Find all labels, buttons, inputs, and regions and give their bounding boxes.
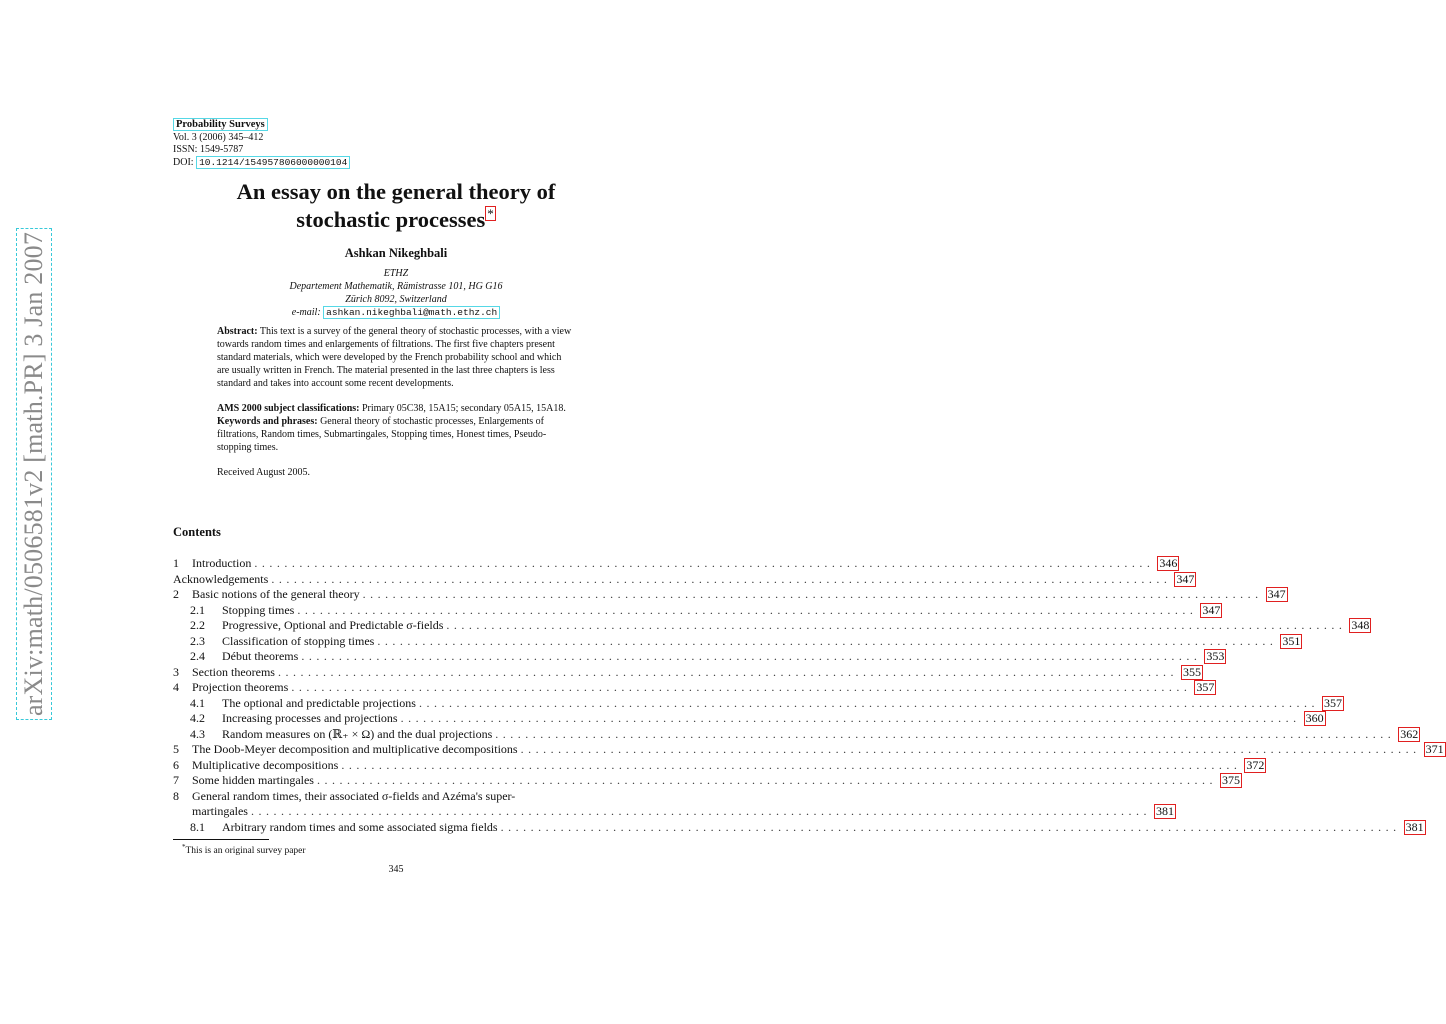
toc-entry-title: Acknowledgements xyxy=(173,571,269,586)
toc-leader-dots: ........................................................................................................................ xyxy=(418,695,1319,710)
toc-page-link[interactable]: 357 xyxy=(1196,680,1215,694)
keywords-label: Keywords and phrases: xyxy=(217,416,318,427)
toc-entry-title: Increasing processes and projections xyxy=(222,711,398,725)
toc-leader-dots: ........................................................................................................................ xyxy=(277,664,1178,679)
journal-name-link[interactable]: Probability Surveys xyxy=(173,118,268,131)
toc-entry[interactable] xyxy=(173,587,1286,603)
toc-leader-dots: ........................................................................................................................ xyxy=(377,633,1278,648)
toc-entry-number: 1 xyxy=(173,556,179,570)
toc-page-link[interactable]: 372 xyxy=(1246,757,1265,772)
toc-leader-dots: ........................................................................................................................ xyxy=(301,649,1202,663)
toc-entry-number: 2.4 xyxy=(190,649,205,663)
doi-link[interactable]: 10.1214/154957806000000104 xyxy=(196,156,350,169)
toc-entry-title: Multiplicative decompositions xyxy=(192,757,339,772)
toc-leader-dots: ........................................................................................................................ xyxy=(254,556,1155,570)
contents-heading: Contents xyxy=(173,525,221,539)
abstract-text: This text is a survey of the general theory of stochastic processes, with a view towards random times and enlargements of filtrations. The first five chapters present standard materials, which were developed by the French probability school and which are usually written in French. The material presented in the last three chapters is less standard and takes into account some recent developments. xyxy=(217,326,572,389)
journal-issn: ISSN: 1549-5787 xyxy=(173,144,244,155)
ams-label: AMS 2000 subject classifications: xyxy=(217,403,360,414)
toc-leader-dots: ........................................................................................................................ xyxy=(500,819,1401,834)
toc-entry[interactable] xyxy=(173,695,1342,712)
toc-entry-title: Some hidden martingales xyxy=(192,773,314,787)
toc-entry-number: 2 xyxy=(173,587,179,601)
toc-entry[interactable] xyxy=(173,680,1215,696)
paper-title xyxy=(173,178,619,234)
author-affiliation xyxy=(173,267,619,319)
toc-entry[interactable] xyxy=(173,757,1265,774)
toc-entry-number: 4.2 xyxy=(190,711,205,725)
ams-text: Primary 05C38, 15A15; secondary 05A15, 15A18. xyxy=(362,403,566,414)
toc-entry[interactable] xyxy=(173,664,1201,681)
toc-leader-dots: ........................................................................................................................ xyxy=(400,711,1301,725)
toc-entry-number: 2.3 xyxy=(190,633,205,648)
toc-entry-number: 4.1 xyxy=(190,695,205,710)
title-line-2: stochastic processes xyxy=(296,207,486,232)
doi-label: DOI: xyxy=(173,156,194,168)
toc-page-link[interactable]: 351 xyxy=(1282,633,1301,648)
toc-entry[interactable] xyxy=(173,618,1370,634)
toc-page-link[interactable]: 381 xyxy=(1155,804,1174,818)
toc-leader-dots: ........................................................................................................................ xyxy=(271,571,1172,586)
footnote-rule xyxy=(173,839,269,840)
toc-entry-title: Basic notions of the general theory xyxy=(192,587,360,601)
table-of-contents xyxy=(173,556,1444,835)
journal-volume: Vol. 3 (2006) 345–412 xyxy=(173,131,264,143)
toc-entry[interactable] xyxy=(173,819,1424,836)
toc-entry-title: martingales xyxy=(192,804,248,818)
keywords-text: General theory of stochastic processes, Enlargements of filtrations, Random times, Submartingales, Stopping times, Honest times, Pseudo-stopping times. xyxy=(217,416,547,453)
toc-entry-title: Introduction xyxy=(192,556,252,570)
toc-entry-number: 3 xyxy=(173,664,179,679)
abstract-block xyxy=(217,325,575,479)
toc-leader-dots: ........................................................................................................................ xyxy=(297,602,1198,617)
abstract-paragraph xyxy=(217,325,575,390)
toc-page-link[interactable]: 381 xyxy=(1405,819,1424,834)
toc-page-link[interactable]: 371 xyxy=(1425,742,1444,756)
ams-classification xyxy=(217,402,575,415)
toc-entry-number: 2.1 xyxy=(190,602,205,617)
toc-leader-dots: ........................................................................................................................ xyxy=(341,757,1242,772)
toc-entry-title: Arbitrary random times and some associated sigma fields xyxy=(222,819,498,834)
toc-entry-number: 4.3 xyxy=(190,726,205,741)
toc-page-link[interactable]: 347 xyxy=(1267,587,1286,601)
email-link[interactable]: ashkan.nikeghbali@math.ethz.ch xyxy=(323,306,500,319)
toc-entry-number: 2.2 xyxy=(190,618,205,632)
toc-entry[interactable] xyxy=(173,711,1324,727)
toc-page-link[interactable]: 353 xyxy=(1206,649,1225,663)
toc-entry-number: 8.1 xyxy=(190,819,205,834)
affiliation-address: Departement Mathematik, Rämistrasse 101, HG G16 xyxy=(289,281,503,292)
toc-entry-number: 8 xyxy=(173,788,179,803)
toc-entry-title: Progressive, Optional and Predictable σ-fields xyxy=(222,618,444,632)
keywords xyxy=(217,415,575,454)
toc-entry[interactable] xyxy=(173,804,1174,820)
toc-entry[interactable] xyxy=(173,726,1419,743)
toc-entry-number: 5 xyxy=(173,742,179,756)
toc-leader-dots: ........................................................................................................................ xyxy=(291,680,1192,694)
toc-entry-title: Début theorems xyxy=(222,649,299,663)
toc-page-link[interactable]: 357 xyxy=(1323,695,1342,710)
toc-entry[interactable] xyxy=(173,556,1178,572)
toc-page-link[interactable]: 375 xyxy=(1221,773,1240,787)
affiliation-city: Zürich 8092, Switzerland xyxy=(345,294,447,305)
arxiv-identifier-text: arXiv:math/0506581v2 [math.PR] 3 Jan 2007 xyxy=(19,231,49,717)
toc-leader-dots: ........................................................................................................................ xyxy=(316,773,1217,787)
toc-leader-dots: ........................................................................................................................ xyxy=(446,618,1347,632)
toc-leader-dots: ........................................................................................................................ xyxy=(495,726,1396,741)
toc-entry-number: 7 xyxy=(173,773,179,787)
toc-entry[interactable] xyxy=(173,571,1195,588)
toc-entry[interactable] xyxy=(173,773,1240,789)
footnote-mark: * xyxy=(182,843,186,851)
toc-entry-title: Classification of stopping times xyxy=(222,633,375,648)
toc-entry[interactable] xyxy=(173,633,1301,650)
footnote-text: This is an original survey paper xyxy=(185,846,306,857)
toc-entry-title: The Doob-Meyer decomposition and multiplicative decompositions xyxy=(192,742,518,756)
affiliation-institution: ETHZ xyxy=(383,268,409,279)
toc-page-link[interactable]: 347 xyxy=(1176,571,1195,586)
toc-entry[interactable] xyxy=(173,742,1444,758)
title-footnote-link[interactable]: * xyxy=(487,206,494,221)
toc-entry-title: Section theorems xyxy=(192,664,275,679)
page-number: 345 xyxy=(388,864,404,875)
toc-leader-dots: ........................................................................................................................ xyxy=(362,587,1263,601)
toc-entry[interactable] xyxy=(173,649,1225,665)
toc-entry-number: 4 xyxy=(173,680,179,694)
toc-entry-number: 6 xyxy=(173,757,179,772)
arxiv-identifier[interactable] xyxy=(16,228,52,720)
toc-page-link[interactable]: 347 xyxy=(1202,602,1221,617)
toc-leader-dots: ........................................................................................................................ xyxy=(520,742,1421,756)
email-label: e-mail: xyxy=(291,307,321,318)
toc-page-link[interactable]: 355 xyxy=(1182,664,1201,679)
title-line-1: An essay on the general theory of xyxy=(236,179,556,204)
toc-entry-title: Projection theorems xyxy=(192,680,289,694)
author-name: Ashkan Nikeghbali xyxy=(344,246,448,260)
toc-entry-title: General random times, their associated σ-fields and Azéma's super- xyxy=(192,788,516,803)
toc-entry-title: The optional and predictable projections xyxy=(222,695,416,710)
toc-entry xyxy=(173,789,619,805)
abstract-label: Abstract: xyxy=(217,326,258,337)
received-date: Received August 2005. xyxy=(217,467,311,478)
toc-entry-title: Random measures on (ℝ₊ × Ω) and the dual projections xyxy=(222,726,493,741)
toc-entry[interactable] xyxy=(173,602,1221,619)
toc-leader-dots: ........................................................................................................................ xyxy=(250,804,1151,818)
toc-page-link[interactable]: 348 xyxy=(1351,618,1370,632)
toc-page-link[interactable]: 360 xyxy=(1305,711,1324,725)
toc-entry-title: Stopping times xyxy=(222,602,295,617)
toc-page-link[interactable]: 346 xyxy=(1159,556,1178,570)
toc-page-link[interactable]: 362 xyxy=(1400,726,1419,741)
journal-info xyxy=(173,119,350,169)
footnote xyxy=(182,843,306,856)
